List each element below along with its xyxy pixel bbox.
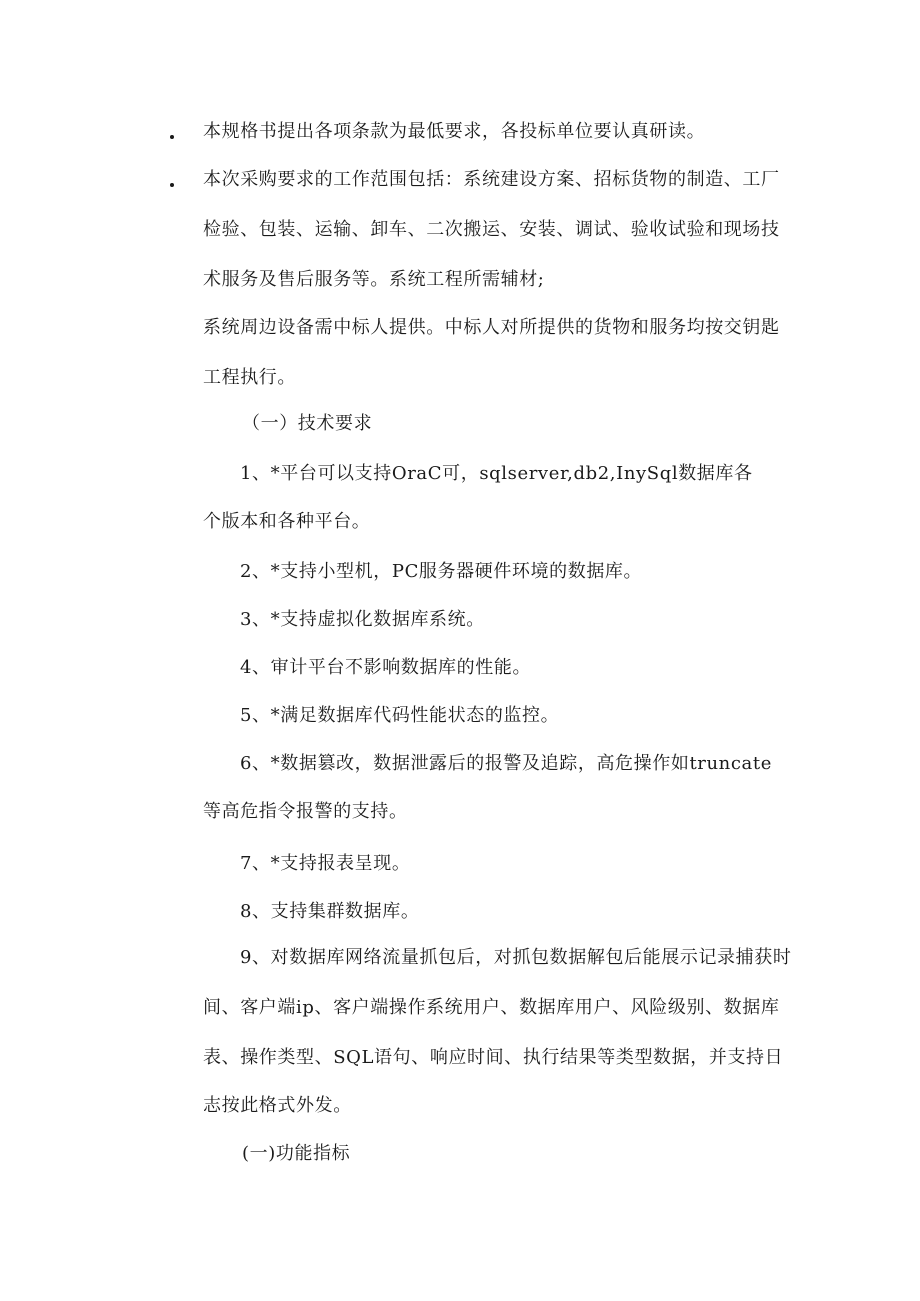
requirement-item: 6、*数据篡改，数据泄露后的报警及追踪，高危操作如truncate — [240, 753, 772, 774]
requirement-item: 5、*满足数据库代码性能状态的监控。 — [240, 705, 560, 726]
bullet-text: 本次采购要求的工作范围包括：系统建设方案、招标货物的制造、工厂 — [203, 169, 780, 190]
requirement-item: 等高危指令报警的支持。 — [203, 801, 408, 822]
bullet-text: 术服务及售后服务等。系统工程所需辅材; — [203, 269, 545, 290]
requirement-item: 志按此格式外发。 — [203, 1095, 352, 1116]
subsection-heading: (一)功能指标 — [242, 1143, 351, 1164]
requirement-item: 9、对数据库网络流量抓包后，对抓包数据解包后能展示记录捕获时 — [240, 947, 792, 968]
requirement-item: 间、客户端ip、客户端操作系统用户、数据库用户、风险级别、数据库 — [203, 997, 780, 1018]
bullet-text: 检验、包装、运输、卸车、二次搬运、安装、调试、验收试验和现场技 — [203, 219, 780, 240]
requirement-item: 表、操作类型、SQL语句、响应时间、执行结果等类型数据，并支持日 — [203, 1047, 784, 1068]
requirement-item: 1、*平台可以支持OraC可，sqlserver,db2,InySql数据库各 — [240, 463, 753, 484]
paragraph-text: 系统周边设备需中标人提供。中标人对所提供的货物和服务均按交钥匙 — [203, 317, 780, 338]
requirement-item: 8、支持集群数据库。 — [240, 901, 420, 922]
paragraph-text: 工程执行。 — [203, 367, 296, 388]
requirement-item: 7、*支持报表呈现。 — [240, 853, 411, 874]
requirement-item: 个版本和各种平台。 — [203, 511, 371, 532]
bullet-icon — [170, 128, 182, 132]
requirement-item: 4、审计平台不影响数据库的性能。 — [240, 657, 532, 678]
section-heading: （一）技术要求 — [242, 413, 373, 434]
requirement-item: 3、*支持虚拟化数据库系统。 — [240, 609, 485, 630]
bullet-icon — [170, 176, 182, 180]
requirement-item: 2、*支持小型机，PC服务器硬件环境的数据库。 — [240, 561, 643, 582]
bullet-text: 本规格书提出各项条款为最低要求，各投标单位要认真研读。 — [203, 121, 706, 142]
